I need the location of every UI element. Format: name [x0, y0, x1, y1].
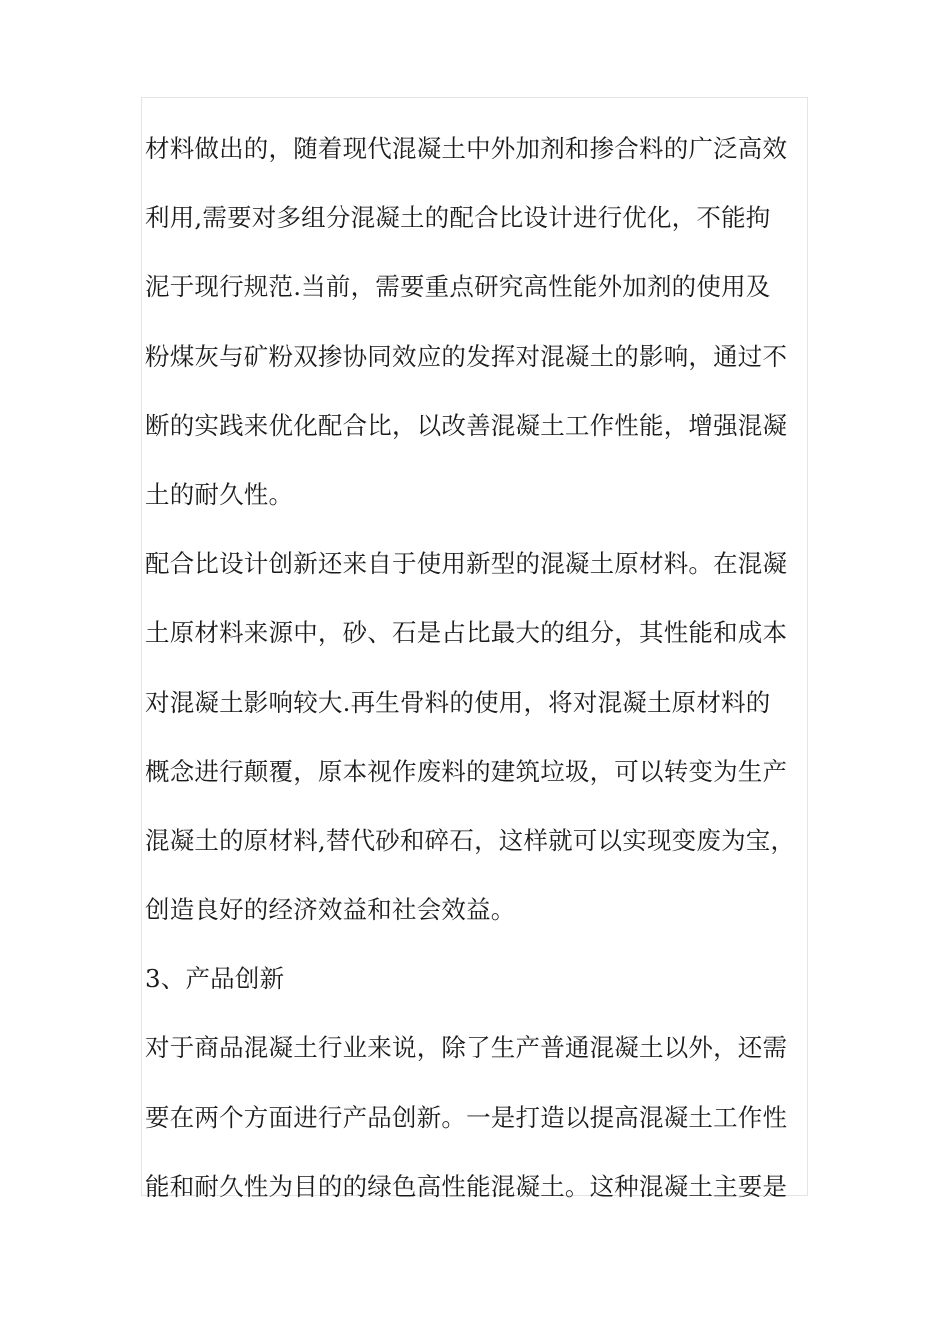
paragraph-line: 对于商品混凝土行业来说，除了生产普通混凝土以外，还需 [145, 1033, 788, 1063]
paragraph-line: 土的耐久性。 [145, 479, 294, 509]
document-body [145, 114, 808, 1221]
paragraph-line: 断的实践来优化配合比，以改善混凝土工作性能，增强混凝 [145, 410, 788, 440]
section-heading: 3、产品创新 [145, 964, 285, 994]
paragraph-line: 泥于现行规范.当前，需要重点研究高性能外加剂的使用及 [145, 272, 771, 302]
paragraph-line: 材料做出的，随着现代混凝土中外加剂和掺合料的广泛高效 [145, 134, 788, 163]
paragraph-line: 对混凝土影响较大.再生骨料的使用，将对混凝土原材料的 [145, 687, 771, 717]
paragraph-line: 要在两个方面进行产品创新。一是打造以提高混凝土工作性 [145, 1102, 788, 1132]
paragraph-line: 粉煤灰与矿粉双掺协同效应的发挥对混凝土的影响，通过不 [145, 341, 788, 371]
paragraph-line: 概念进行颠覆，原本视作废料的建筑垃圾，可以转变为生产 [145, 756, 788, 786]
paragraph-line: 能和耐久性为目的的绿色高性能混凝土。这种混凝土主要是 [145, 1171, 788, 1201]
paragraph-line: 土原材料来源中，砂、石是占比最大的组分，其性能和成本 [145, 618, 788, 648]
paragraph-line: 利用,需要对多组分混凝土的配合比设计进行优化，不能拘 [145, 203, 771, 233]
paragraph-line: 创造良好的经济效益和社会效益。 [145, 895, 516, 925]
paragraph-line: 混凝土的原材料,替代砂和碎石，这样就可以实现变废为宝， [145, 825, 796, 855]
paragraph-line: 配合比设计创新还来自于使用新型的混凝土原材料。在混凝 [145, 549, 788, 579]
